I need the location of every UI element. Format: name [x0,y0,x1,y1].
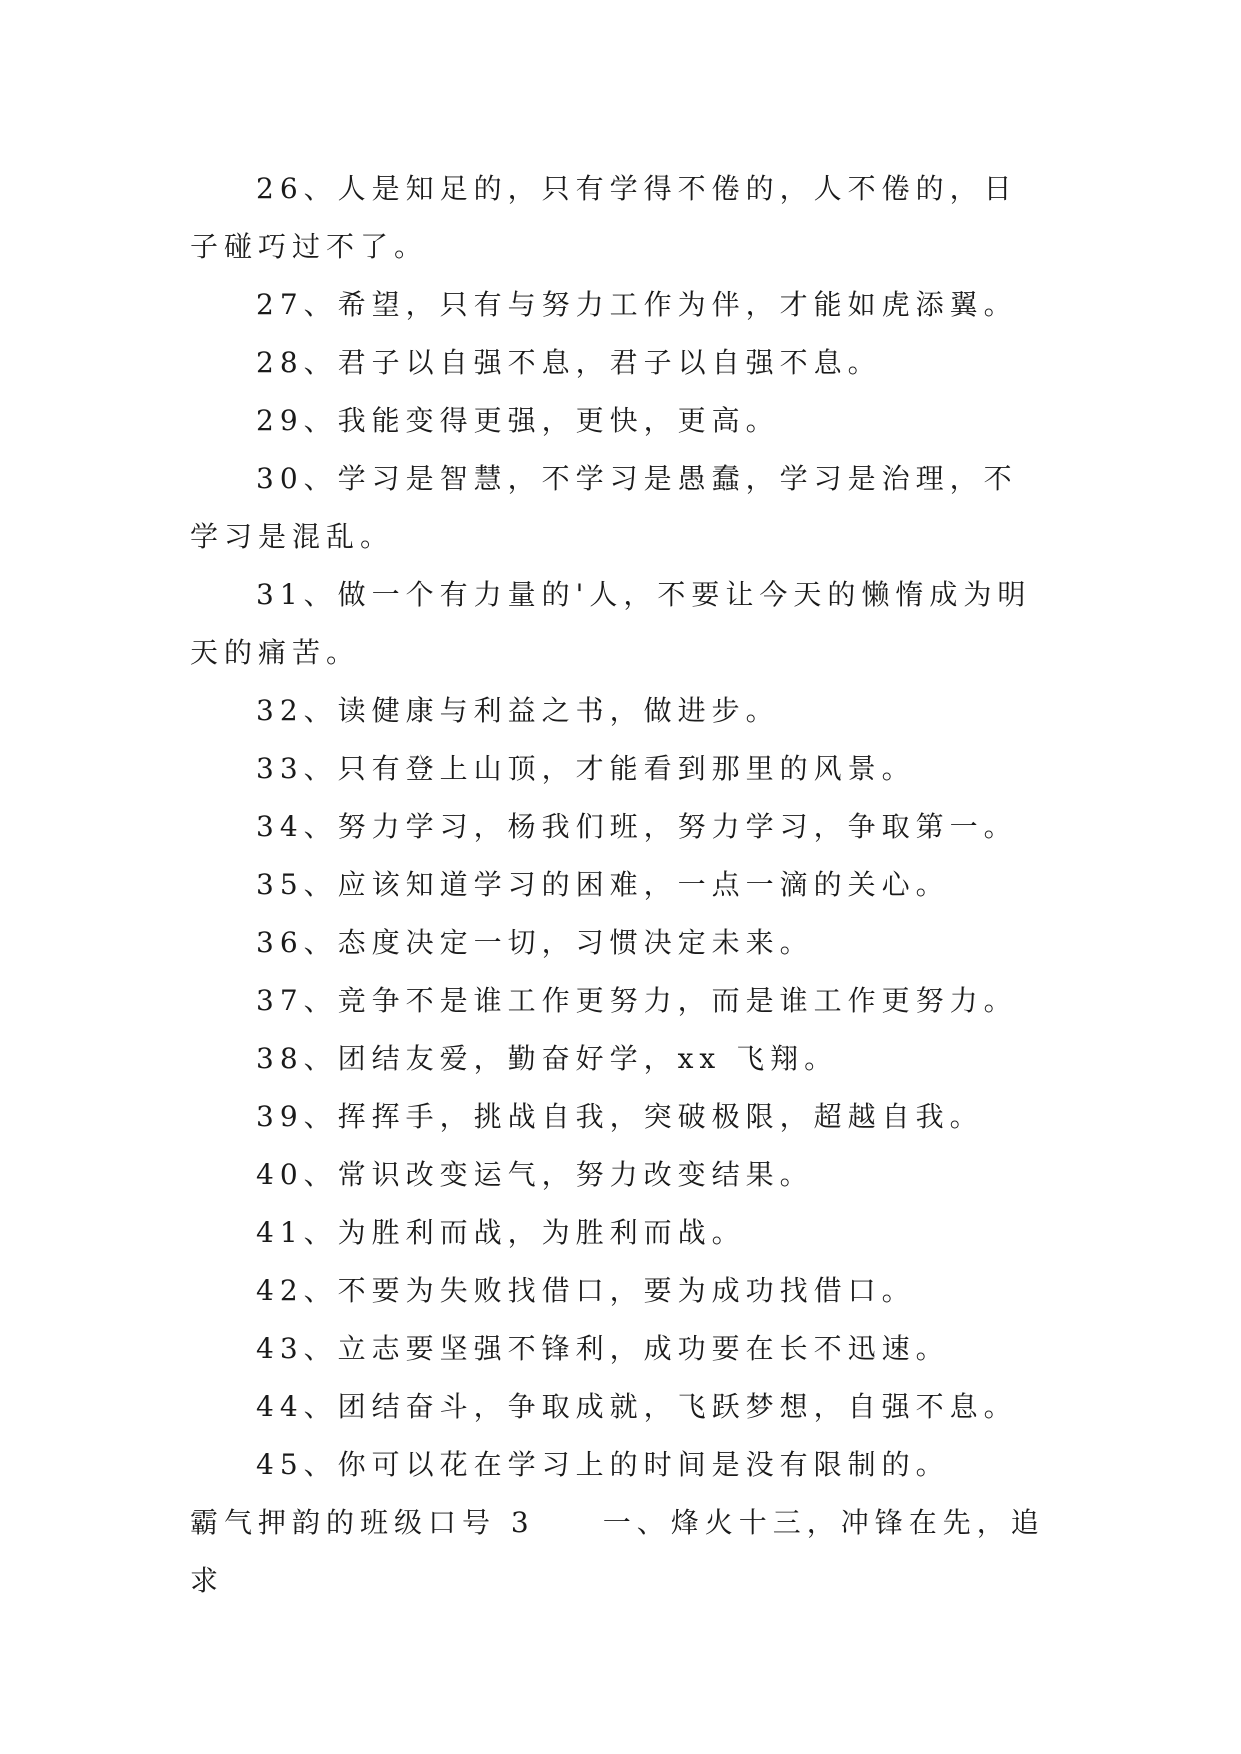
list-item-28: 28、君子以自强不息，君子以自强不息。 [256,346,882,379]
list-item-34: 34、努力学习，杨我们班，努力学习，争取第一。 [256,810,1018,843]
list-item-27: 27、希望，只有与努力工作为伴，才能如虎添翼。 [256,288,1018,321]
list-item-29: 29、我能变得更强，更快，更高。 [256,404,780,437]
list-item-32: 32、读健康与利益之书，做进步。 [256,694,780,727]
list-item-39: 39、挥挥手，挑战自我，突破极限，超越自我。 [256,1100,984,1133]
list-item-38: 38、团结友爱，勤奋好学，xx 飞翔。 [256,1042,839,1075]
list-item-44: 44、团结奋斗，争取成就，飞跃梦想，自强不息。 [256,1390,1018,1423]
list-item-43: 43、立志要坚强不锋利，成功要在长不迅速。 [256,1332,950,1365]
list-item-42: 42、不要为失败找借口，要为成功找借口。 [256,1274,916,1307]
document-body [190,160,1050,1610]
list-item-36: 36、态度决定一切，习惯决定未来。 [256,926,814,959]
list-item-45: 45、你可以花在学习上的时间是没有限制的。 [256,1448,950,1481]
list-item-40: 40、常识改变运气，努力改变结果。 [256,1158,814,1191]
list-item-31: 31、做一个有力量的'人，不要让今天的懒惰成为明天的痛苦。 [190,578,1032,669]
list-item-30: 30、学习是智慧，不学习是愚蠢，学习是治理，不学习是混乱。 [190,462,1018,553]
list-item-41: 41、为胜利而战，为胜利而战。 [256,1216,746,1249]
list-item-26: 26、人是知足的，只有学得不倦的，人不倦的，日子碰巧过不了。 [190,172,1018,263]
list-item-33: 33、只有登上山顶，才能看到那里的风景。 [256,752,916,785]
section-heading-line: 霸气押韵的班级口号 3 一、烽火十三，冲锋在先，追求 [190,1506,1045,1597]
list-item-35: 35、应该知道学习的困难，一点一滴的关心。 [256,868,950,901]
list-item-37: 37、竞争不是谁工作更努力，而是谁工作更努力。 [256,984,1018,1017]
